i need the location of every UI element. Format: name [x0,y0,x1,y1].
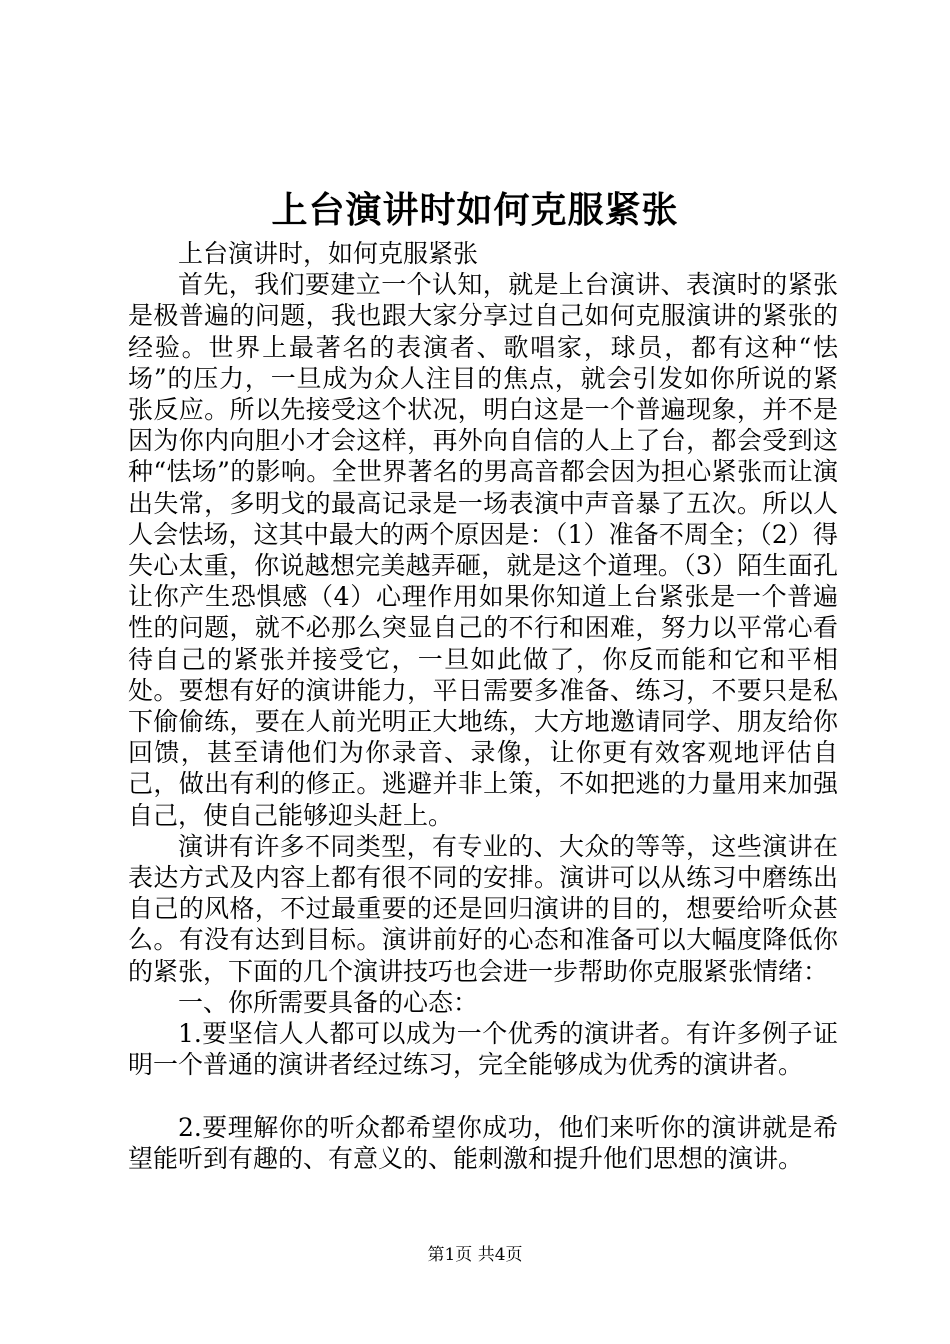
list-item-1: 1.要坚信人人都可以成为一个优秀的演讲者。有许多例子证明一个普通的演讲者经过练习，完全能够成为优秀的演讲者。 [128,1019,838,1080]
list-item-2: 2.要理解你的听众都希望你成功，他们来听你的演讲就是希望能听到有趣的、有意义的、能刺激和提升他们思想的演讲。 [128,1112,838,1173]
page-footer: 第1页 共4页 [427,1245,523,1265]
document-body [128,238,838,1174]
paragraph-first: 首先，我们要建立一个认知，就是上台演讲、表演时的紧张是极普遍的问题，我也跟大家分享过自己如何克服演讲的紧张的经验。世界上最著名的表演者、歌唱家，球员，都有这种“怯场”的压力，一旦成为众人注目的焦点，就会引发如你所说的紧张反应。所以先接受这个状况，明白这是一个普遍现象，并不是因为你内向胆小才会这样，再外向自信的人上了台，都会受到这种“怯场”的影响。全世界著名的男高音都会因为担心紧张而让演出失常，多明戈的最高记录是一场表演中声音暴了五次。所以人人会怯场，这其中最大的两个原因是：（1）准备不周全；（2）得失心太重，你说越想完美越弄砸，就是这个道理。（3）陌生面孔让你产生恐惧感（4）心理作用如果你知道上台紧张是一个普遍性的问题，就不必那么突显自己的不行和困难，努力以平常心看待自己的紧张并接受它，一旦如此做了，你反而能和它和平相处。要想有好的演讲能力，平日需要多准备、练习，不要只是私下偷偷练，要在人前光明正大地练，大方地邀请同学、朋友给你回馈，甚至请他们为你录音、录像，让你更有效客观地评估自己，做出有利的修正。逃避并非上策，不如把逃的力量用来加强自己，使自己能够迎头赶上。 [128,270,838,830]
paragraph-second: 演讲有许多不同类型，有专业的、大众的等等，这些演讲在表达方式及内容上都有很不同的安排。演讲可以从练习中磨练出自己的风格，不过最重要的还是回归演讲的目的，想要给听众甚么。有没有达到目标。演讲前好的心态和准备可以大幅度降低你的紧张，下面的几个演讲技巧也会进一步帮助你克服紧张情绪： [128,831,838,986]
section-heading: 一、你所需要具备的心态： [178,987,479,1017]
document-title: 上台演讲时如何克服紧张 [271,189,679,231]
paragraph-subtitle: 上台演讲时，如何克服紧张 [178,239,479,268]
